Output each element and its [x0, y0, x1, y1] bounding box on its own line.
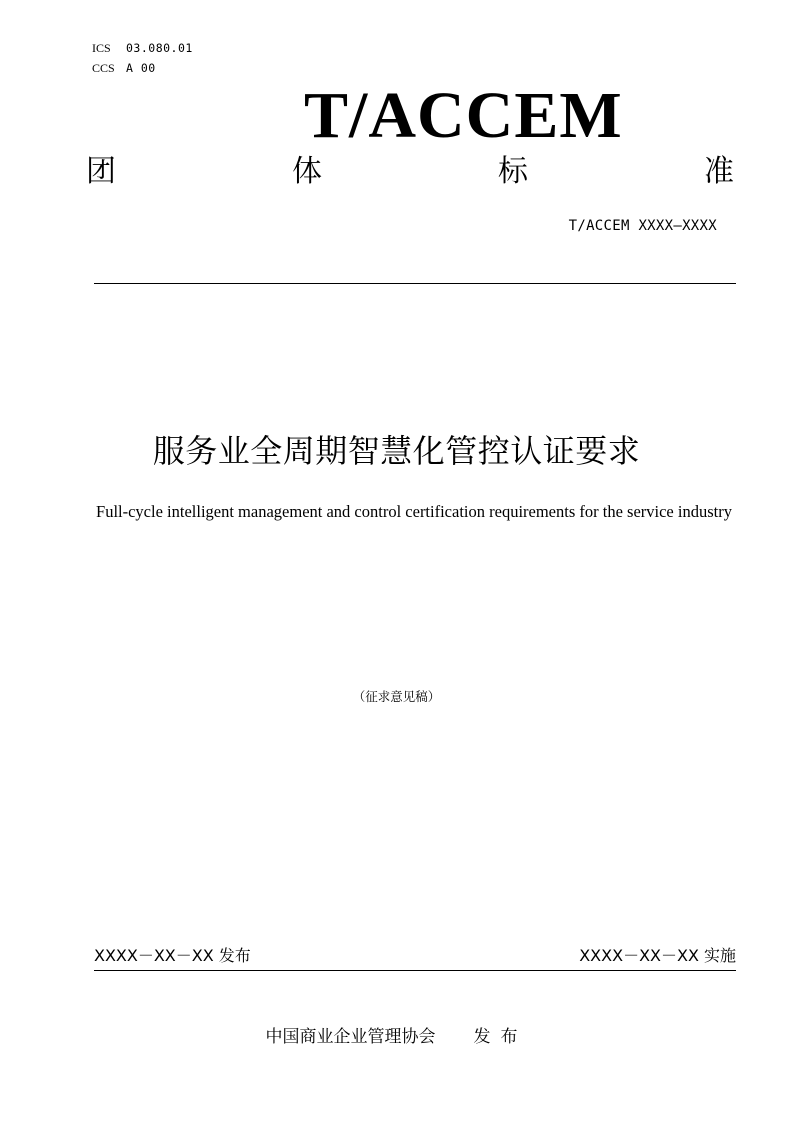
publisher-line	[0, 1024, 793, 1050]
date-row	[94, 944, 736, 968]
standard-number: T/ACCEM XXXX—XXXX	[568, 218, 717, 234]
standard-type-char: 团	[86, 154, 116, 189]
document-title-english: Full-cycle intelligent management and control certification requirements for the service industry	[96, 502, 732, 521]
publisher-name: 中国商业企业管理协会	[265, 1027, 436, 1047]
draft-status: （征求意见稿）	[352, 689, 441, 704]
bottom-divider	[94, 970, 736, 971]
publisher-action: 发布	[473, 1027, 528, 1047]
standard-type	[86, 152, 734, 192]
organization-logo: T/ACCEM	[304, 79, 623, 152]
standard-type-char: 体	[292, 154, 322, 189]
standard-type-char: 标	[498, 154, 528, 189]
publish-date: XXXX－XX－XX 发布	[94, 946, 251, 965]
ccs-label: CCS	[92, 61, 115, 75]
ccs-value: A 00	[126, 61, 156, 75]
standard-type-char: 准	[704, 154, 734, 189]
implement-date: XXXX－XX－XX 实施	[579, 946, 736, 965]
classification-codes	[92, 38, 193, 78]
ccs-code	[92, 58, 193, 78]
ics-value: 03.080.01	[126, 41, 193, 55]
top-divider	[94, 283, 736, 284]
ics-code	[92, 38, 193, 58]
ics-label: ICS	[92, 41, 111, 55]
document-title-chinese: 服务业全周期智慧化管控认证要求	[152, 432, 641, 470]
